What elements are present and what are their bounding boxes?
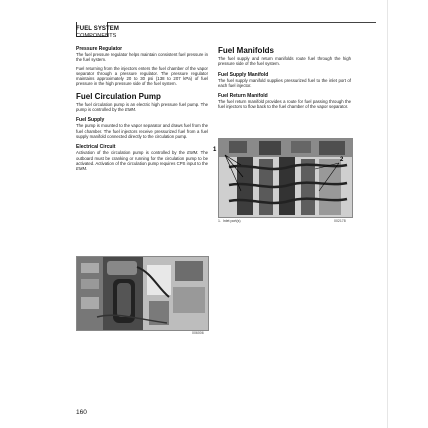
fuel-supply-heading: Fuel Supply [76,117,105,124]
figure-legend: 1. Inlet port(s) [218,219,241,223]
fuel-manifold-illustration [219,139,352,217]
pressure-regulator-heading: Pressure Regulator [76,46,123,52]
callout-2: 2 [340,157,344,163]
right-column [218,46,351,110]
electrical-circuit-p1: Activation of the circulation pump is controlled by the EMM. The outboard must be cranking or running for the circulation pump to be activated. Activation of the circulation pump requires CPS input to the EMM. [76,150,208,172]
page-number: 160 [76,409,87,416]
pressure-regulator-p2: Fuel returning from the injectors enters the fuel chamber of the vapor separator through a pressure regulator. The pressure regulator maintains approximately 20 to 30 psi (138 to 207 kPa) of fuel pressure in the high pressure side of the fuel system. [76,65,208,87]
pressure-regulator-p1: The fuel pressure regulator helps maintain consistent fuel pressure in the fuel system. [76,52,208,63]
left-column [76,46,208,171]
circulation-pump-p1: The fuel circulation pump is an electric high pressure fuel pump. The pump is controlled by the EMM. [76,101,208,113]
return-manifold-heading: Fuel Return Manifold [218,93,268,100]
fuel-manifold-photo [218,138,353,218]
return-manifold-p1: The fuel return manifold provides a route for fuel passing through the fuel injectors to flow back to the fuel chamber of the vapor separator. [218,99,351,110]
electrical-circuit-heading: Electrical Circuit [76,144,116,151]
left-figure-id: 006006 [192,331,204,335]
fuel-manifolds-p1: The fuel supply and return manifolds route fuel through the high pressure side of the fuel system. [218,56,351,67]
supply-manifold-p1: The fuel supply manifold supplies pressurized fuel to the inlet port of each fuel injector. [218,77,351,88]
fuel-manifolds-heading: Fuel Manifolds [218,46,274,55]
supply-manifold-heading: Fuel Supply Manifold [218,71,269,78]
section-title: FUEL SYSTEM [76,26,119,32]
right-figure-id: 002178 [334,219,346,223]
fuel-supply-p1: The pump is mounted to the vapor separator and draws fuel from the fuel chamber. The fuel injectors receive pressurized fuel from a fuel supply manifold connected directly to the circulation pump. [76,123,208,139]
page-edge [387,0,388,428]
circulation-pump-illustration [77,257,208,330]
callout-1: 1 [213,147,217,153]
subsection-title: COMPONENTS [76,33,117,39]
circulation-pump-heading: Fuel Circulation Pump [76,91,161,101]
circulation-pump-photo [76,256,209,331]
header-rule [76,22,376,23]
